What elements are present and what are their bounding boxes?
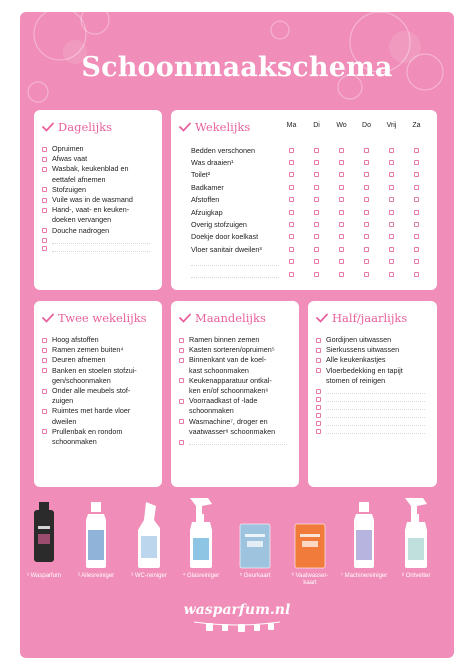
checklist-item bbox=[179, 376, 293, 396]
weekday-header bbox=[279, 122, 429, 129]
checklist-item-text bbox=[326, 355, 386, 365]
weekday-label: Wo bbox=[336, 122, 347, 129]
card-heading-label: Maandelijks bbox=[195, 311, 266, 325]
page-title: Schoonmaakschema bbox=[81, 52, 393, 83]
checklist-item-line: Alle keukenkastjes bbox=[326, 355, 386, 365]
checkmark-icon bbox=[179, 122, 191, 132]
write-in-line[interactable] bbox=[326, 426, 425, 434]
weekday-checkboxes bbox=[279, 210, 429, 215]
checkbox[interactable] bbox=[389, 272, 394, 277]
weekday-checkboxes bbox=[279, 148, 429, 153]
checkbox[interactable] bbox=[42, 228, 47, 233]
product-label-line: ⁵ Geurkaart bbox=[239, 573, 271, 579]
product-label-line: ⁸ Ontvetter bbox=[401, 573, 431, 579]
write-in-line[interactable] bbox=[326, 394, 425, 402]
write-in-line[interactable] bbox=[326, 418, 425, 426]
poster bbox=[20, 12, 454, 658]
checklist-item-line: Douche nadrogen bbox=[52, 225, 110, 235]
weekly-task-row bbox=[191, 243, 433, 255]
weekly-task-label: Afstoffen bbox=[191, 195, 220, 205]
checkbox[interactable] bbox=[42, 187, 47, 192]
checklist-item-text bbox=[326, 366, 403, 386]
checklist-item bbox=[179, 335, 293, 345]
checkbox[interactable] bbox=[339, 160, 344, 165]
checkbox[interactable] bbox=[289, 272, 294, 277]
checklist-item-line: schoonmaken bbox=[52, 437, 97, 447]
checkbox[interactable] bbox=[289, 247, 294, 252]
checkbox[interactable] bbox=[364, 247, 369, 252]
geurkaart-card-icon bbox=[237, 522, 273, 658]
checkbox[interactable] bbox=[316, 389, 321, 394]
checklist-item-line: ken en/of schoonmaken⁶ bbox=[189, 386, 269, 396]
checkbox[interactable] bbox=[364, 160, 369, 165]
weekly-task-row bbox=[191, 231, 433, 243]
checkbox[interactable] bbox=[364, 259, 369, 264]
checklist-item-line: Hand-, vaat- en keuken- bbox=[52, 205, 130, 215]
checkbox[interactable] bbox=[339, 185, 344, 190]
checkbox[interactable] bbox=[316, 397, 321, 402]
checkbox[interactable] bbox=[42, 358, 47, 363]
checkbox[interactable] bbox=[179, 419, 184, 424]
weekly-task-row bbox=[191, 206, 433, 218]
halfjaarlijks-list bbox=[316, 335, 431, 434]
weekday-checkboxes bbox=[279, 160, 429, 165]
checklist-item bbox=[42, 335, 156, 345]
checklist-item-line: Gordijnen uitwassen bbox=[326, 335, 392, 344]
checklist-item-line: Deuren afnemen bbox=[52, 355, 106, 365]
weekday-checkboxes bbox=[279, 272, 429, 277]
checkbox[interactable] bbox=[414, 222, 419, 227]
checklist-item-text bbox=[52, 205, 129, 225]
checkbox[interactable] bbox=[364, 172, 369, 177]
checkbox[interactable] bbox=[339, 259, 344, 264]
checklist-item-line: Keukenapparatuur ontkal- bbox=[189, 375, 272, 385]
weekday-label: Do bbox=[362, 122, 371, 129]
product-label bbox=[388, 573, 444, 580]
checkbox[interactable] bbox=[42, 147, 47, 152]
checkbox[interactable] bbox=[314, 222, 319, 227]
product-label-line: ¹ Wasparfum bbox=[26, 573, 62, 579]
product-label bbox=[68, 573, 124, 580]
card-heading bbox=[179, 311, 266, 325]
checkbox[interactable] bbox=[414, 148, 419, 153]
checkbox[interactable] bbox=[42, 208, 47, 213]
checkbox[interactable] bbox=[289, 259, 294, 264]
checkbox[interactable] bbox=[414, 210, 419, 215]
checkbox[interactable] bbox=[42, 389, 47, 394]
checklist-item bbox=[316, 335, 431, 345]
product-label-line: ⁶ Vaatwasser- bbox=[291, 573, 329, 579]
product-label bbox=[336, 573, 392, 580]
checkbox[interactable] bbox=[389, 210, 394, 215]
weekly-task-row bbox=[191, 194, 433, 206]
checklist-item-line: Banken en stoelen stofzui- bbox=[52, 365, 137, 375]
checkbox[interactable] bbox=[289, 222, 294, 227]
checklist-item bbox=[42, 406, 156, 426]
card-heading bbox=[42, 120, 112, 134]
checkbox[interactable] bbox=[389, 259, 394, 264]
twee-wekelijks-list bbox=[42, 335, 156, 447]
weekday-checkboxes bbox=[279, 234, 429, 239]
checkbox[interactable] bbox=[414, 247, 419, 252]
checkbox[interactable] bbox=[316, 405, 321, 410]
checkbox[interactable] bbox=[179, 399, 184, 404]
checkbox[interactable] bbox=[314, 172, 319, 177]
maandelijks-list bbox=[179, 335, 293, 445]
checklist-item-text bbox=[52, 144, 84, 154]
weekly-task-row bbox=[191, 218, 433, 230]
card-wekelijks bbox=[171, 110, 437, 290]
checkbox[interactable] bbox=[414, 259, 419, 264]
empty-checklist-item bbox=[316, 386, 431, 394]
checklist-item-line: Vloerbedekking en tapijt bbox=[326, 365, 403, 375]
checklist-item-line: doeken vervangen bbox=[52, 215, 112, 225]
checkbox[interactable] bbox=[179, 378, 184, 383]
weekday-checkboxes bbox=[279, 259, 429, 264]
weekday-checkboxes bbox=[279, 222, 429, 227]
checkbox[interactable] bbox=[314, 197, 319, 202]
checklist-item bbox=[179, 345, 293, 355]
checkbox[interactable] bbox=[179, 348, 184, 353]
product-label bbox=[227, 573, 283, 580]
card-heading-label: Wekelijks bbox=[195, 120, 251, 134]
checkbox[interactable] bbox=[389, 234, 394, 239]
checklist-item-line: Onder alle meubels stof- bbox=[52, 386, 131, 396]
checklist-item-text bbox=[189, 396, 257, 416]
checklist-item bbox=[179, 355, 293, 375]
card-maandelijks bbox=[171, 301, 299, 487]
checklist-item-line: Prullenbak en rondom bbox=[52, 426, 123, 436]
checklist-item-line: Afwas vaat bbox=[52, 154, 88, 164]
checklist-item bbox=[316, 366, 431, 386]
checkbox[interactable] bbox=[314, 148, 319, 153]
checkbox[interactable] bbox=[339, 172, 344, 177]
checklist-item-line: dweilen bbox=[52, 416, 77, 426]
checklist-item bbox=[42, 185, 156, 195]
checkbox[interactable] bbox=[179, 338, 184, 343]
checkbox[interactable] bbox=[316, 348, 321, 353]
checklist-item-text bbox=[52, 154, 87, 164]
checkbox[interactable] bbox=[339, 210, 344, 215]
checklist-item-line: vaatwasser⁸ schoonmaken bbox=[189, 426, 276, 436]
checklist-item-text bbox=[52, 427, 122, 447]
checkbox[interactable] bbox=[414, 160, 419, 165]
checklist-item bbox=[42, 164, 156, 184]
weekly-task-label: Was draaien¹ bbox=[191, 158, 234, 168]
checkbox[interactable] bbox=[42, 246, 47, 251]
checklist-item bbox=[42, 205, 156, 225]
checkbox[interactable] bbox=[289, 234, 294, 239]
weekly-task-label: Overig stofzuigen bbox=[191, 220, 247, 230]
card-heading-label: Dagelijks bbox=[58, 120, 113, 134]
checkbox[interactable] bbox=[364, 197, 369, 202]
empty-checklist-item bbox=[316, 410, 431, 418]
checklist-item-line: Sierkussens uitwassen bbox=[326, 345, 400, 355]
card-dagelijks bbox=[34, 110, 162, 290]
weekday-checkboxes bbox=[279, 172, 429, 177]
empty-checklist-item bbox=[42, 244, 156, 252]
checkbox[interactable] bbox=[289, 172, 294, 177]
checklist-item bbox=[316, 355, 431, 365]
checklist-item bbox=[316, 345, 431, 355]
checklist-item-line: Vuile was in de wasmand bbox=[52, 195, 133, 205]
write-in-line[interactable] bbox=[52, 244, 150, 252]
empty-checklist-item bbox=[316, 418, 431, 426]
product-label-line: ² Allesreiniger bbox=[77, 573, 115, 579]
checkbox[interactable] bbox=[314, 247, 319, 252]
checklist-item bbox=[42, 355, 156, 365]
checklist-item bbox=[42, 427, 156, 447]
write-in-line[interactable] bbox=[191, 270, 279, 278]
card-heading bbox=[179, 120, 250, 134]
checklist-item-text bbox=[189, 376, 272, 396]
checkbox[interactable] bbox=[314, 185, 319, 190]
checklist-item-text bbox=[326, 345, 399, 355]
checklist-item-line: Ramen binnen zemen bbox=[189, 335, 260, 344]
checkbox[interactable] bbox=[42, 167, 47, 172]
checkbox[interactable] bbox=[364, 210, 369, 215]
empty-checklist-item bbox=[179, 437, 293, 445]
weekly-task-row bbox=[191, 156, 433, 168]
product-label-line: ⁴ Glasreiniger bbox=[182, 573, 220, 579]
checkbox[interactable] bbox=[42, 198, 47, 203]
weekly-task-row bbox=[191, 144, 433, 156]
checklist-item bbox=[179, 417, 293, 437]
checklist-item-line: eettafel afnemen bbox=[52, 174, 106, 184]
checklist-item-text bbox=[52, 366, 137, 386]
card-halfjaarlijks bbox=[308, 301, 437, 487]
weekday-label: Za bbox=[412, 122, 421, 129]
product-label-line: kaart bbox=[303, 580, 317, 586]
checkbox[interactable] bbox=[289, 185, 294, 190]
checklist-item-line: schoonmaken bbox=[189, 406, 234, 416]
checklist-item-text bbox=[189, 417, 275, 437]
weekly-task-label: Doekje door koelkast bbox=[191, 232, 259, 242]
checklist-item-line: Stofzuigen bbox=[52, 184, 86, 194]
checkbox[interactable] bbox=[414, 272, 419, 277]
checklist-item-text bbox=[52, 164, 128, 184]
empty-checklist-item bbox=[42, 236, 156, 244]
checkbox[interactable] bbox=[389, 172, 394, 177]
laundry-line-icon bbox=[192, 619, 282, 633]
weekly-task-row bbox=[191, 181, 433, 193]
checkbox[interactable] bbox=[339, 234, 344, 239]
checkbox[interactable] bbox=[179, 358, 184, 363]
checkbox[interactable] bbox=[414, 234, 419, 239]
brand-logo-text: wasparfum.nl bbox=[183, 602, 291, 618]
checkbox[interactable] bbox=[339, 272, 344, 277]
checkbox[interactable] bbox=[364, 185, 369, 190]
checkbox[interactable] bbox=[364, 148, 369, 153]
weekly-empty-row bbox=[191, 256, 433, 268]
checklist-item-text bbox=[52, 185, 86, 195]
checklist-item-text bbox=[52, 386, 130, 406]
checklist-item-text bbox=[52, 335, 99, 345]
empty-checklist-item bbox=[316, 402, 431, 410]
checklist-item-line: zuigen bbox=[52, 396, 74, 406]
weekly-task-label: Badkamer bbox=[191, 182, 224, 192]
checkbox[interactable] bbox=[389, 247, 394, 252]
checkbox[interactable] bbox=[289, 148, 294, 153]
checklist-item-text bbox=[52, 355, 106, 365]
checkbox[interactable] bbox=[339, 148, 344, 153]
weekly-task-label: Vloer sanitair dweilen³ bbox=[191, 244, 262, 254]
checkbox[interactable] bbox=[389, 148, 394, 153]
dagelijks-list bbox=[42, 144, 156, 252]
checklist-item-line: Wasbak, keukenblad en bbox=[52, 164, 129, 174]
checkbox[interactable] bbox=[316, 413, 321, 418]
checkbox[interactable] bbox=[389, 185, 394, 190]
checklist-item-line: Hoog afstoffen bbox=[52, 335, 99, 344]
checklist-item bbox=[42, 144, 156, 154]
card-heading-label: Twee wekelijks bbox=[58, 311, 147, 325]
card-twee-wekelijks bbox=[34, 301, 162, 487]
checkbox[interactable] bbox=[314, 210, 319, 215]
checklist-item bbox=[42, 345, 156, 355]
checkmark-icon bbox=[42, 122, 54, 132]
weekday-checkboxes bbox=[279, 197, 429, 202]
checkbox[interactable] bbox=[42, 348, 47, 353]
checklist-item-line: Opruimen bbox=[52, 144, 84, 153]
weekday-label: Di bbox=[313, 122, 320, 129]
write-in-line[interactable] bbox=[52, 236, 150, 244]
checkbox[interactable] bbox=[316, 421, 321, 426]
checkmark-icon bbox=[179, 313, 191, 323]
checkbox[interactable] bbox=[339, 197, 344, 202]
checklist-item bbox=[179, 396, 293, 416]
checklist-item-text bbox=[52, 226, 109, 236]
card-heading-label: Half/jaarlijks bbox=[332, 311, 408, 325]
checkmark-icon bbox=[42, 313, 54, 323]
checkbox[interactable] bbox=[42, 429, 47, 434]
checkbox[interactable] bbox=[289, 160, 294, 165]
checklist-item-line: Ruimtes met harde vloer bbox=[52, 406, 131, 416]
checkbox[interactable] bbox=[364, 222, 369, 227]
empty-checklist-item bbox=[316, 394, 431, 402]
product-label-line: ³ WC-reiniger bbox=[131, 573, 167, 579]
checkbox[interactable] bbox=[316, 358, 321, 363]
wekelijks-grid bbox=[191, 144, 433, 280]
weekly-task-label: Bedden verschonen bbox=[191, 145, 255, 155]
write-in-line[interactable] bbox=[326, 386, 425, 394]
weekly-empty-row bbox=[191, 268, 433, 280]
product-label bbox=[173, 573, 229, 580]
product-label-line: ⁷ Machinereiniger bbox=[340, 573, 388, 579]
checkbox[interactable] bbox=[42, 368, 47, 373]
checklist-item-line: stomen of reinigen bbox=[326, 375, 386, 385]
product-label bbox=[20, 573, 72, 580]
checkbox[interactable] bbox=[42, 409, 47, 414]
checkbox[interactable] bbox=[316, 368, 321, 373]
checklist-item-line: Ramen zemen buiten⁴ bbox=[52, 345, 124, 355]
write-in-line[interactable] bbox=[189, 437, 287, 445]
checkbox[interactable] bbox=[414, 197, 419, 202]
weekly-task-label: Toilet² bbox=[191, 170, 211, 180]
weekday-checkboxes bbox=[279, 247, 429, 252]
checklist-item bbox=[42, 366, 156, 386]
checkbox[interactable] bbox=[339, 247, 344, 252]
checklist-item-text bbox=[189, 355, 266, 375]
card-heading bbox=[42, 311, 147, 325]
checkbox[interactable] bbox=[42, 338, 47, 343]
checkbox[interactable] bbox=[389, 197, 394, 202]
checklist-item-line: Kasten sorteren/opruimen⁵ bbox=[189, 345, 275, 355]
write-in-line[interactable] bbox=[326, 402, 425, 410]
weekday-checkboxes bbox=[279, 185, 429, 190]
checklist-item-text bbox=[189, 345, 275, 355]
checklist-item-line: Voorraadkast of -lade bbox=[189, 396, 258, 406]
checkbox[interactable] bbox=[389, 160, 394, 165]
empty-checklist-item bbox=[316, 426, 431, 434]
checkbox[interactable] bbox=[316, 429, 321, 434]
checklist-item-line: gen/schoonmaken bbox=[52, 375, 111, 385]
checkbox[interactable] bbox=[316, 338, 321, 343]
checkbox[interactable] bbox=[364, 234, 369, 239]
product-label bbox=[282, 573, 338, 587]
checkbox[interactable] bbox=[314, 272, 319, 277]
checkbox[interactable] bbox=[414, 185, 419, 190]
checklist-item-text bbox=[52, 345, 123, 355]
checklist-item bbox=[42, 386, 156, 406]
checklist-item-line: Wasmachine⁷, droger en bbox=[189, 416, 268, 426]
checkbox[interactable] bbox=[289, 197, 294, 202]
vaatwasserkaart-card-icon bbox=[292, 522, 328, 658]
weekly-task-row bbox=[191, 169, 433, 181]
checklist-item-text bbox=[189, 335, 259, 345]
checkmark-icon bbox=[316, 313, 328, 323]
checkbox[interactable] bbox=[289, 210, 294, 215]
checklist-item-text bbox=[326, 335, 391, 345]
checklist-item bbox=[42, 226, 156, 236]
weekly-task-label: Afzuigkap bbox=[191, 207, 223, 217]
checkbox[interactable] bbox=[339, 222, 344, 227]
checkbox[interactable] bbox=[364, 272, 369, 277]
product-label bbox=[121, 573, 177, 580]
checkbox[interactable] bbox=[314, 234, 319, 239]
checkbox[interactable] bbox=[389, 222, 394, 227]
checkbox[interactable] bbox=[42, 238, 47, 243]
weekday-label: Vrij bbox=[386, 122, 397, 129]
checklist-item-text bbox=[52, 406, 130, 426]
checklist-item bbox=[42, 195, 156, 205]
weekday-label: Ma bbox=[286, 122, 297, 129]
checkbox[interactable] bbox=[179, 440, 184, 445]
checklist-item bbox=[42, 154, 156, 164]
checklist-item-line: kast schoonmaken bbox=[189, 365, 249, 375]
checkbox[interactable] bbox=[42, 157, 47, 162]
checkbox[interactable] bbox=[414, 172, 419, 177]
checkbox[interactable] bbox=[314, 259, 319, 264]
checklist-item-text bbox=[52, 195, 133, 205]
card-heading bbox=[316, 311, 407, 325]
write-in-line[interactable] bbox=[191, 258, 279, 266]
checklist-item-line: Binnenkant van de koel- bbox=[189, 355, 267, 365]
checkbox[interactable] bbox=[314, 160, 319, 165]
write-in-line[interactable] bbox=[326, 410, 425, 418]
